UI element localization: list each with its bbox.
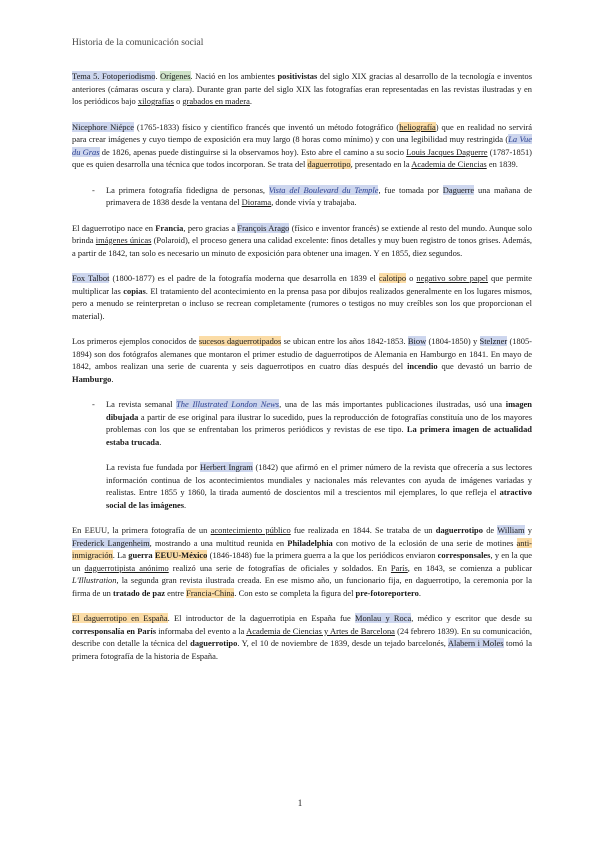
bold-term: positivistas bbox=[277, 71, 318, 81]
bullet-item bbox=[72, 184, 532, 209]
highlighted-heading: El daguerrotipo en España bbox=[72, 613, 168, 623]
italic-title: La Vue du Gras bbox=[72, 134, 532, 157]
text-span: , y en la que un bbox=[72, 550, 532, 573]
text-span: ) que en realidad no servirá para crear imágenes y cuyo tiempo de exposición era muy largo (8 horas como mínimo) y con una legibilidad muy restringida ( bbox=[72, 121, 533, 144]
highlighted-name: Stelzner bbox=[479, 336, 508, 346]
text-span: informaba del evento a la bbox=[155, 625, 247, 636]
highlighted-name: Frederick Langenheim bbox=[72, 537, 150, 548]
italic-title: L'Illustration bbox=[72, 575, 117, 585]
highlighted-term: heliografía bbox=[399, 121, 436, 132]
paragraph-spain bbox=[72, 612, 532, 662]
text-span: (1805-1894) son dos fotógrafos alemanes que montaron el primer estudio de daguerrotipos de Alemania en Hamburgo en 1841. En mayo de 1842, ambos realizan una serie de cuarenta y seis daguerrotipos en cuatro días después del bbox=[72, 336, 532, 371]
paragraph-eeuu bbox=[72, 524, 532, 599]
text-span: . El introductor de la daguerrotipia en España fue bbox=[167, 613, 355, 623]
text-span: de bbox=[482, 525, 498, 535]
text-span: . Nació en los ambientes bbox=[190, 71, 278, 81]
highlighted-name: William bbox=[497, 525, 525, 535]
underlined-term: Academia de Ciencias bbox=[411, 159, 487, 169]
highlighted-name: Biow bbox=[407, 336, 427, 346]
text-span: . bbox=[159, 436, 162, 447]
text-span: . bbox=[111, 373, 114, 384]
text-span: , pero gracias a bbox=[183, 222, 238, 233]
underlined-term: xilografías bbox=[137, 96, 174, 106]
bold-term: atractivo social de las imágenes bbox=[106, 487, 532, 510]
text-span: a partir de ese original para ilustrar lo sucedido, pues la reproducción de fotografías constituía uno de los mayores problemas con los que se enfrentaban los primeros periódicos y revistas de ese tipo. bbox=[106, 411, 532, 434]
document-body bbox=[72, 70, 532, 675]
text-span: (Polaroid), el proceso genera una calidad excelente: finos detalles y muy buen registro de tonos grises. Además, a partir de 1842, tan solo es necesario un minuto de exposición para obtener una imagen. Y en 1855, diez segundos. bbox=[72, 235, 533, 258]
bold-term: imagen dibujada bbox=[106, 399, 532, 422]
highlighted-term: calotipo bbox=[378, 273, 407, 283]
highlighted-term: sucesos daguerrotipados bbox=[198, 336, 282, 346]
underlined-term: grabados en madera bbox=[182, 96, 250, 106]
paragraph-first-examples bbox=[72, 335, 532, 385]
bullet-dash: - bbox=[92, 184, 95, 195]
highlighted-term: EEUU-México bbox=[154, 550, 208, 560]
text-span: Los primeros ejemplos conocidos de bbox=[72, 336, 199, 346]
text-span: con motivo de la eclosión de una serie de motines bbox=[332, 537, 517, 548]
text-span: (1787-1851) que es quien desarrolla una técnica que todos incorporan. Se trata del bbox=[72, 146, 532, 169]
italic-title: The Illustrated London News bbox=[176, 399, 280, 409]
bold-term: La primera imagen de actualidad estaba trucada bbox=[106, 424, 533, 447]
text-span: . bbox=[184, 499, 187, 510]
paragraph-arago bbox=[72, 222, 532, 260]
text-span: , en 1843, se comienza a publicar bbox=[407, 562, 532, 573]
text-span: , donde vivía y trabajaba. bbox=[271, 197, 357, 207]
text-span: En EEUU, la primera fotografía de un bbox=[72, 525, 211, 535]
text-span: El daguerrotipo nace en bbox=[72, 222, 156, 233]
text-span: (24 febrero 1839). En su comunicación, describe con detalle la técnica del bbox=[72, 625, 532, 648]
text-span: tomó la primera fotografía de la historia de España. bbox=[72, 638, 532, 661]
bold-term: Francia bbox=[155, 222, 184, 233]
page-number: 1 bbox=[297, 798, 303, 808]
bold-term: tratado de paz bbox=[113, 587, 166, 598]
section-keyword: Orígenes bbox=[160, 71, 191, 81]
text-span: o bbox=[173, 96, 183, 106]
bold-term: incendio bbox=[407, 361, 438, 371]
text-span: se ubican entre los años 1842-1853. bbox=[281, 336, 408, 346]
bold-term: guerra bbox=[128, 550, 153, 560]
text-span: . bbox=[155, 71, 161, 81]
text-span: , mostrando a una multitud reunida en bbox=[149, 537, 288, 548]
highlighted-name: Monlau y Roca bbox=[354, 613, 412, 623]
bold-term: copias bbox=[123, 285, 146, 296]
underlined-term: acontecimiento público bbox=[210, 525, 291, 535]
paragraph-talbot bbox=[72, 272, 532, 322]
text-span: . bbox=[249, 96, 252, 106]
highlighted-term: anti-inmigración bbox=[72, 537, 532, 560]
text-span: , presentado en la bbox=[350, 159, 412, 169]
text-span: . bbox=[418, 587, 421, 598]
bullet-continuation bbox=[72, 461, 532, 511]
text-span: del siglo XIX gracias al desarrollo de la tecnología e inventos anteriores (cámaras oscura y clara). Durante gran parte del siglo XIX las fotografías eran representadas en las revistas ilustradas y en los periódicos bajo bbox=[72, 71, 533, 106]
underlined-name: Louis Jacques Daguerre bbox=[406, 146, 488, 157]
text-span: . Con esto se completa la figura del bbox=[234, 587, 356, 598]
text-span: (físico e inventor francés) se extiende al resto del mundo. Aunque solo brinda bbox=[72, 222, 532, 245]
highlighted-name: Fox Talbot bbox=[72, 273, 110, 283]
text-span: . La bbox=[112, 550, 129, 560]
topic-title: Tema 5. Fotoperiodismo bbox=[72, 71, 156, 81]
text-span: de 1826, apenas puede distinguirse si la observamos hoy). Esto abre el camino a su socio bbox=[99, 146, 407, 157]
highlighted-name: François Arago bbox=[237, 222, 290, 233]
text-span: y bbox=[524, 525, 533, 535]
text-span: La revista fue fundada por bbox=[106, 462, 200, 472]
text-span: fue realizada en 1844. Se trataba de un bbox=[290, 525, 436, 535]
underlined-term: París bbox=[390, 562, 408, 573]
bold-term: Philadelphia bbox=[287, 537, 333, 548]
bold-term: pre-fotoreportero bbox=[355, 587, 419, 598]
text-span: entre bbox=[165, 587, 187, 598]
text-span: (1804-1850) y bbox=[426, 336, 480, 346]
text-span: realizó una serie de fotografías de oficiales y soldados. En bbox=[168, 562, 391, 573]
underlined-term: imágenes únicas bbox=[95, 235, 152, 245]
text-span: , fue tomada por bbox=[378, 184, 443, 195]
text-span: que devastó un barrio de bbox=[437, 361, 532, 371]
text-span: (1800-1877) es el padre de la fotografía moderna que desarrolla en 1839 el bbox=[109, 273, 379, 283]
paragraph-origins bbox=[72, 70, 532, 108]
text-span: , médico y escritor que desde su bbox=[411, 613, 533, 623]
text-span: La primera fotografía fidedigna de personas, bbox=[106, 184, 269, 195]
underlined-term: negativo sobre papel bbox=[416, 273, 489, 283]
text-span: una mañana de primavera de 1838 desde la ventana del bbox=[106, 184, 533, 207]
text-span: . El tratamiento del acontecimiento en la prensa pasa por dibujos realizados generalmente en los lugares mismos, pero a menudo se reinterpretan o incluso se recrean completamente (rumores o testigos no muy creíbles son los que proporcionan el material). bbox=[72, 285, 532, 321]
bold-term: Hamburgo bbox=[72, 373, 112, 384]
paragraph-niepce bbox=[72, 121, 532, 171]
highlighted-name: Daguerre bbox=[442, 184, 475, 195]
text-span: La revista semanal bbox=[106, 399, 177, 409]
highlighted-term: daguerrotipo bbox=[307, 159, 351, 169]
text-span: en 1839. bbox=[486, 159, 518, 169]
text-span: que permite multiplicar las bbox=[72, 273, 533, 296]
text-span: (1846-1848) fue la primera guerra a la que los periódicos enviaron bbox=[207, 550, 438, 560]
text-span: (1765-1833) físico y científico francés que inventó un método fotográfico ( bbox=[133, 121, 400, 132]
text-span: o bbox=[406, 273, 417, 283]
bullet-item bbox=[72, 398, 532, 448]
italic-title: Vista del Boulevard du Temple bbox=[268, 184, 379, 195]
bullet-dash: - bbox=[92, 399, 95, 409]
highlighted-name: Herbert Ingram bbox=[200, 462, 253, 472]
bold-term: daguerrotipo bbox=[435, 525, 483, 535]
bold-term: corresponsalía en París bbox=[72, 625, 156, 636]
bold-term: daguerrotipo bbox=[190, 638, 238, 648]
bold-term: corresponsales bbox=[437, 550, 491, 560]
text-span: . Y, el 10 de noviembre de 1839, desde un tejado barcelonés, bbox=[237, 638, 448, 648]
running-header: Historia de la comunicación social bbox=[72, 38, 204, 48]
highlighted-term: Francia-China bbox=[186, 587, 235, 598]
highlighted-name: Nicephore Niépce bbox=[72, 121, 134, 132]
underlined-term: Diorama bbox=[241, 197, 272, 207]
highlighted-name: Alabern i Moles bbox=[447, 638, 504, 648]
underlined-term: Academia de Ciencias y Artes de Barcelona bbox=[246, 625, 395, 636]
text-span: (1842) que afirmó en el primer número de la revista que ofrecería a sus lectores información continua de los acontecimientos mundiales y nacionales más relevantes con ayuda de imágenes variadas y realistas. Entre 1855 y 1860, la tirada aumentó de doscientos mil a trescientos mil ejemplares, lo que refleja el bbox=[106, 462, 532, 497]
underlined-term: daguerrotipista anónimo bbox=[84, 562, 169, 573]
text-span: , una de las más importantes publicaciones ilustradas, usó una bbox=[279, 399, 506, 409]
text-span: , la segunda gran revista ilustrada creada. En ese mismo año, un funcionario fija, en daguerrotipo, la ceremonia por la firma de un bbox=[72, 575, 532, 598]
